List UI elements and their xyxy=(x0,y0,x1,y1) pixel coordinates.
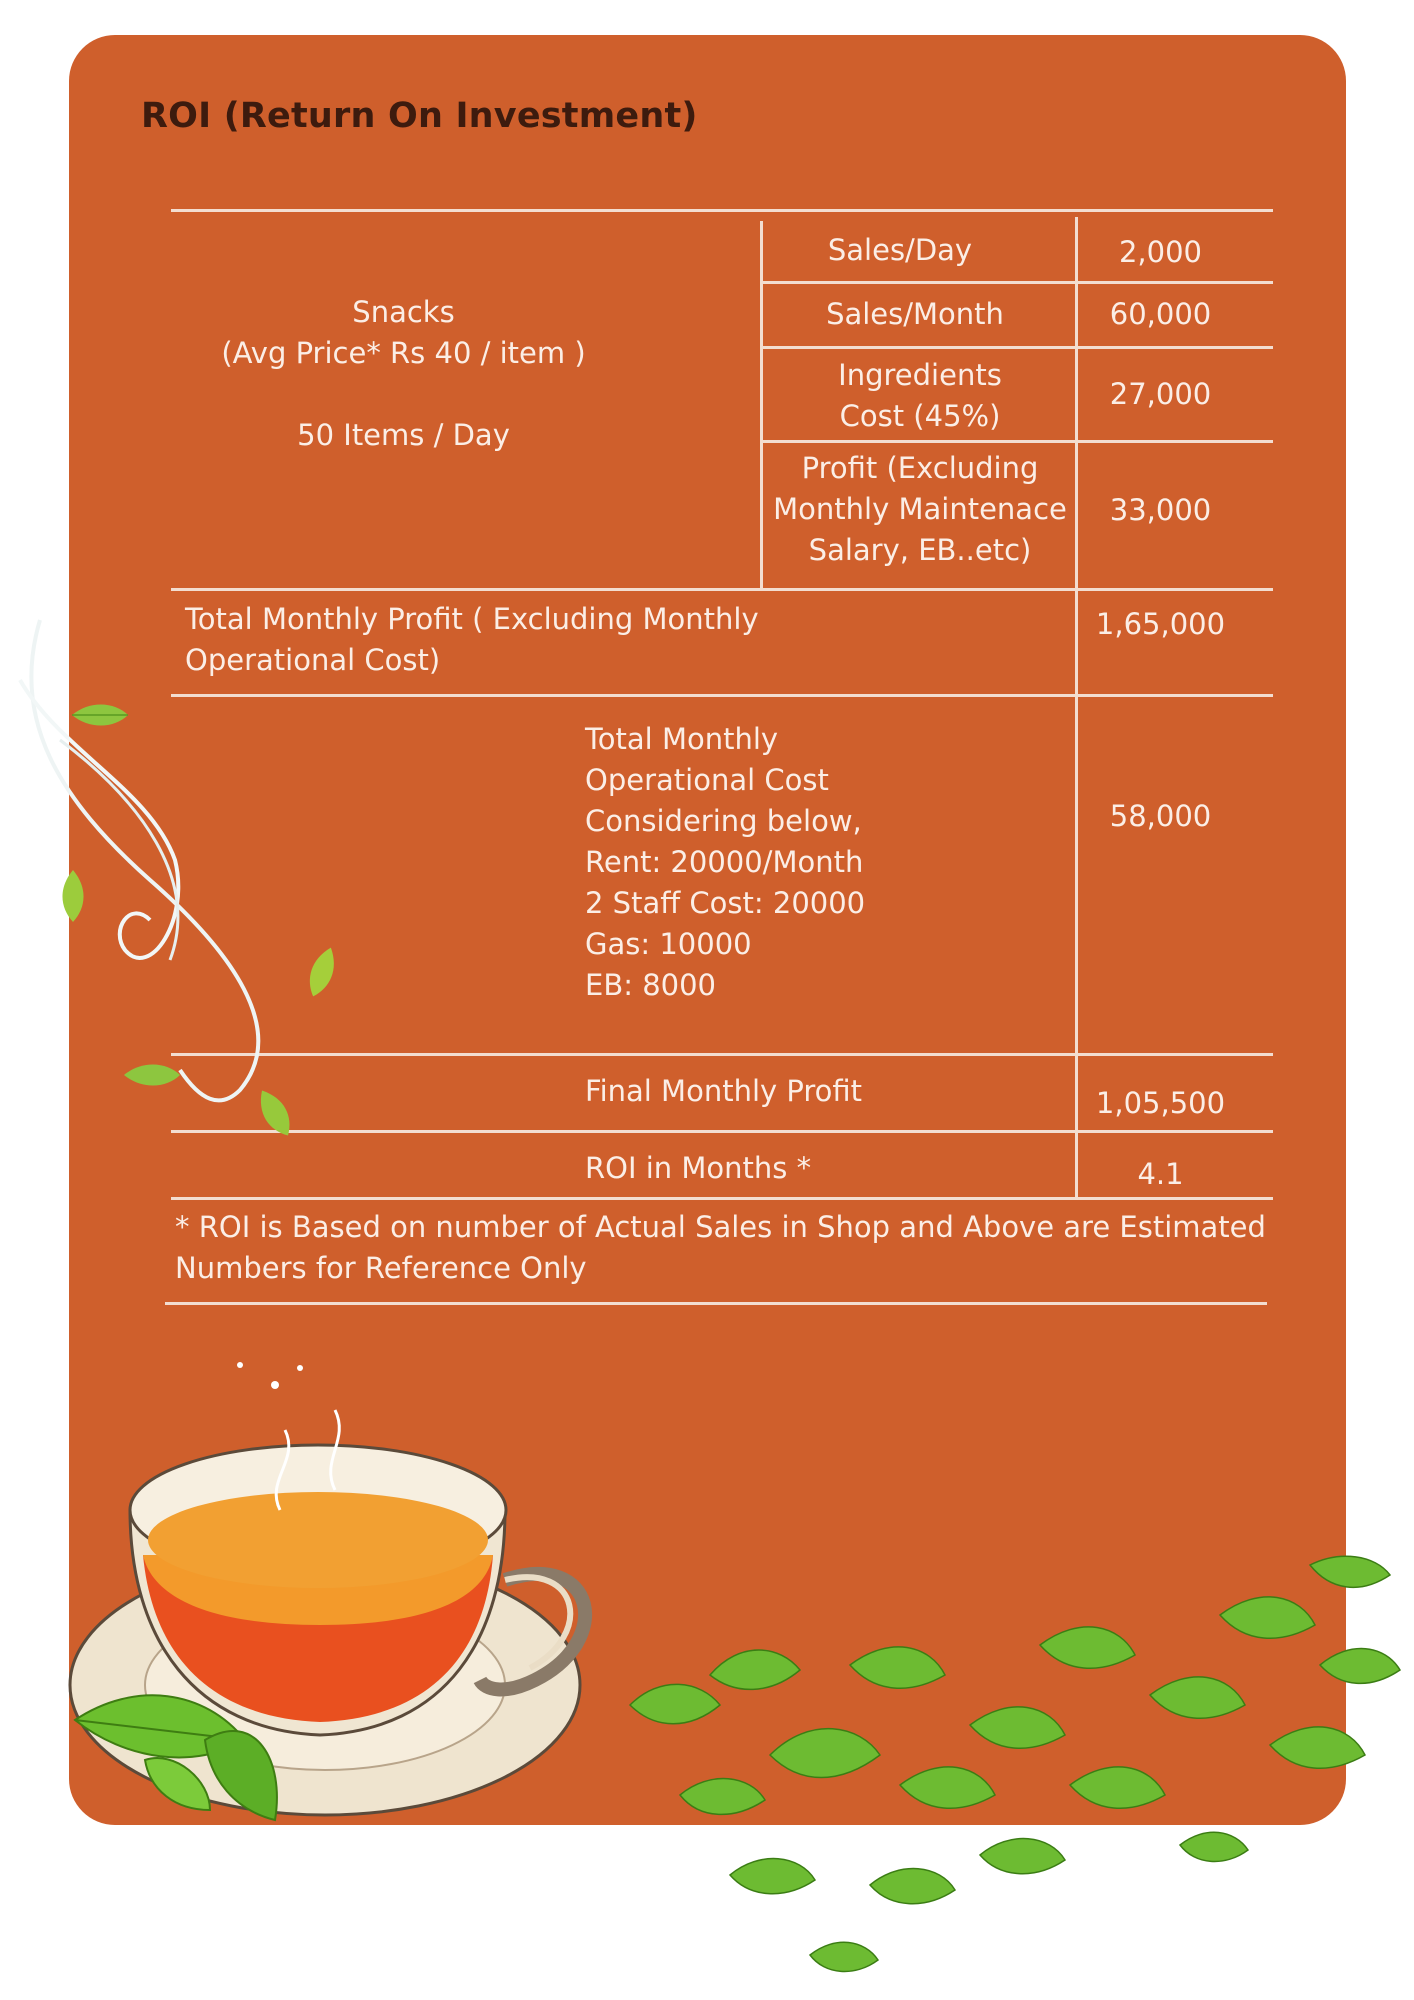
tea-leaf-icon xyxy=(305,944,339,1000)
final-monthly-profit-label: Final Monthly Profit xyxy=(585,1074,863,1108)
table-rule xyxy=(761,281,1273,284)
ingredients-cost-label: Ingredients Cost (45%) xyxy=(838,358,1002,433)
sales-month-value: 60,000 xyxy=(1109,297,1212,331)
profit-excluding-value: 33,000 xyxy=(1109,493,1212,527)
tea-leaf-icon xyxy=(122,1060,182,1090)
tea-leaf-icon xyxy=(58,868,88,924)
table-rule xyxy=(761,440,1273,443)
sales-day-value: 2,000 xyxy=(1118,235,1203,269)
profit-excluding-label: Profit (Excluding Monthly Maintenace Salary, EB..etc) xyxy=(773,451,1067,567)
footnote-rule xyxy=(165,1302,1267,1305)
sales-month-label: Sales/Month xyxy=(826,297,1004,331)
snacks-avg-price: (Avg Price* Rs 40 / item ) xyxy=(221,336,586,370)
tea-cup-icon xyxy=(35,1340,615,1880)
roi-months-value: 4.1 xyxy=(1137,1157,1184,1191)
snacks-label: Snacks xyxy=(352,295,455,329)
table-rule xyxy=(761,346,1273,349)
tea-leaf-icon xyxy=(255,1085,295,1141)
operational-cost-label: Total Monthly Operational Cost Considering below, Rent: 20000/Month 2 Staff Cost: 20000 Gas: 10000 EB: 8000 xyxy=(585,722,866,1002)
total-monthly-profit-label: Total Monthly Profit ( Excluding Monthly Operational Cost) xyxy=(185,602,759,677)
table-rule xyxy=(171,588,1273,591)
snacks-items-per-day: 50 Items / Day xyxy=(297,418,510,452)
sales-day-label: Sales/Day xyxy=(827,233,973,267)
table-divider xyxy=(760,221,763,590)
tea-leaf-icon xyxy=(70,700,130,730)
table-divider xyxy=(1075,217,1078,1197)
table-rule xyxy=(171,694,1273,697)
total-monthly-profit-value: 1,65,000 xyxy=(1095,607,1226,641)
operational-cost-value: 58,000 xyxy=(1109,799,1212,833)
ingredients-cost-value: 27,000 xyxy=(1109,377,1212,411)
final-monthly-profit-value: 1,05,500 xyxy=(1095,1086,1226,1120)
roi-footnote: * ROI is Based on number of Actual Sales in Shop and Above are Estimated Numbers for Reference Only xyxy=(175,1210,1266,1285)
roi-months-label: ROI in Months * xyxy=(585,1151,812,1185)
tea-leaves-icon xyxy=(620,1555,1414,2000)
table-rule-top xyxy=(171,209,1273,212)
page-title: ROI (Return On Investment) xyxy=(141,96,698,136)
table-rule xyxy=(171,1130,1273,1133)
table-rule xyxy=(171,1197,1273,1200)
table-rule xyxy=(171,1053,1273,1056)
